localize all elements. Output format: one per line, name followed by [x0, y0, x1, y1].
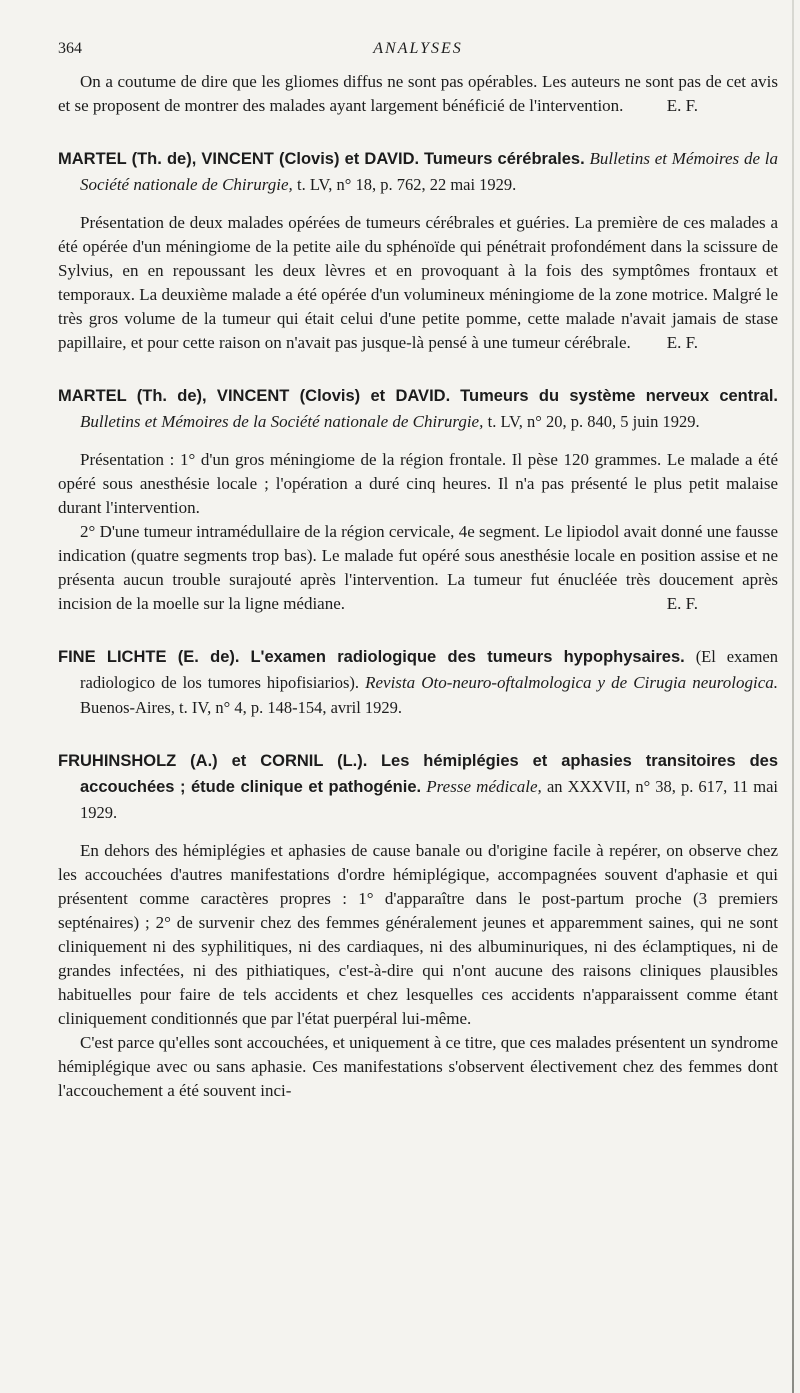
abstract-paragraph: 2° D'une tumeur intramédullaire de la région cervicale, 4e segment. Le lipiodol avait donné une fausse indication (quatre segments trop bas). Le malade fut opéré sous anesthésie locale en position assise et ne présenta aucun trouble surajouté après l'intervention. La tumeur fut énucléée très doucement après incision de la moelle sur la ligne médiane. E. F.: [58, 520, 778, 616]
signature: E. F.: [666, 96, 698, 115]
abstract-paragraph: Présentation : 1° d'un gros méningiome de la région frontale. Il pèse 120 grammes. Le malade a été opéré sous anesthésie locale ; l'opération a duré cinq heures. Il n'a pas présenté le plus petit malaise durant l'intervention.: [58, 450, 778, 517]
abstract-entry-4: [58, 748, 778, 1103]
journal-name: Presse médicale,: [426, 777, 542, 796]
page-edge-shadow: [792, 0, 794, 1393]
citation: Buenos-Aires, t. IV, n° 4, p. 148-154, avril 1929.: [80, 698, 403, 717]
article-title: Tumeurs du système nerveux central.: [460, 387, 779, 405]
abstract-paragraph: C'est parce qu'elles sont accouchées, et uniquement à ce titre, que ces malades présentent un syndrome hémiplégique avec ou sans aphasie. Ces manifestations s'observent électivement chez des femmes dont l'accouchement a été souvent inci-: [58, 1033, 778, 1100]
abstract-entry-3: [58, 644, 778, 720]
article-title: L'examen radiologique des tumeurs hypophysaires.: [250, 648, 685, 666]
abstract-paragraph: Présentation de deux malades opérées de tumeurs cérébrales et guéries. La première de ces malades a été opérée d'un méningiome de la petite aile du sphénoïde qui pénétrait profondément dans la scissure de Sylvius, en en repoussant les deux lèvres et en provoquant à la fois des symptômes frontaux et temporaux. La deuxième malade a été opérée d'un volumineux méningiome de la zone motrice. Malgré le très gros volume de la tumeur qui était celui d'une petite pomme, cette malade n'avait jamais de stase papillaire, et pour cette raison on n'avait pas jusque-là pensé à une tumeur cérébrale. E. F.: [58, 211, 778, 355]
reference-2: [58, 383, 778, 434]
abstract-entry-2: [58, 383, 778, 616]
citation: t. LV, n° 20, p. 840, 5 juin 1929.: [487, 412, 700, 431]
authors: MARTEL (Th. de), VINCENT (Clovis) et DAVID.: [58, 387, 451, 405]
abstract-entry-1: [58, 146, 778, 355]
intro-paragraph: On a coutume de dire que les gliomes diffus ne sont pas opérables. Les auteurs ne sont pas de cet avis et se proposent de montrer des malades ayant largement bénéficié de l'intervention. E. F.: [58, 70, 778, 118]
authors: FINE LICHTE (E. de).: [58, 648, 240, 666]
signature: E. F.: [666, 333, 698, 352]
page-number: 364: [58, 40, 82, 57]
abstract-paragraph: En dehors des hémiplégies et aphasies de cause banale ou d'origine facile à repérer, on observe chez les accouchées d'autres manifestations d'ordre hémiplégique, accompagnées souvent d'aphasie et qui présentent comme caractères propres : 1° d'apparaître dans le post-partum proche (3 premiers septénaires) ; 2° de survenir chez des femmes généralement jeunes et apparemment saines, qui ne sont cliniquement ni des syphilitiques, ni des cardiaques, ni des albuminuriques, ni des éclamptiques, ni de grandes infectées, ni des pithiatiques, c'est-à-dire qui n'ont aucune des raisons cliniques plausibles habituelles pour faire de tels accidents et chez lesquelles ces accidents n'apparaissent comme étant cliniquement conditionnés que par l'état puerpéral lui-même.: [58, 841, 778, 1028]
running-head: ANALYSES: [373, 40, 463, 57]
journal-name: Bulletins et Mémoires de la Société nationale de Chirurgie,: [80, 149, 779, 194]
reference-4: [58, 748, 778, 825]
citation: an XXXVII, n° 38, p. 617, 11 mai 1929.: [80, 777, 779, 822]
authors: FRUHINSHOLZ (A.) et CORNIL (L.).: [58, 752, 368, 770]
page-header: [58, 40, 778, 70]
original-title: (El examen radiologico de los tumores hipofisiarios).: [80, 647, 778, 692]
authors: MARTEL (Th. de), VINCENT (Clovis) et DAVID.: [58, 150, 420, 168]
reference-1: [58, 146, 778, 197]
citation: t. LV, n° 18, p. 762, 22 mai 1929.: [297, 175, 517, 194]
article-title: Les hémiplégies et aphasies transitoires des accouchées ; étude clinique et pathogénie.: [80, 752, 779, 796]
reference-3: [58, 644, 778, 720]
article-title: Tumeurs cérébrales.: [423, 150, 585, 168]
journal-name: Bulletins et Mémoires de la Société nationale de Chirurgie,: [80, 412, 484, 431]
journal-name: Revista Oto-neuro-oftalmologica y de Cirugia neurologica.: [365, 673, 779, 692]
signature: E. F.: [666, 594, 698, 613]
